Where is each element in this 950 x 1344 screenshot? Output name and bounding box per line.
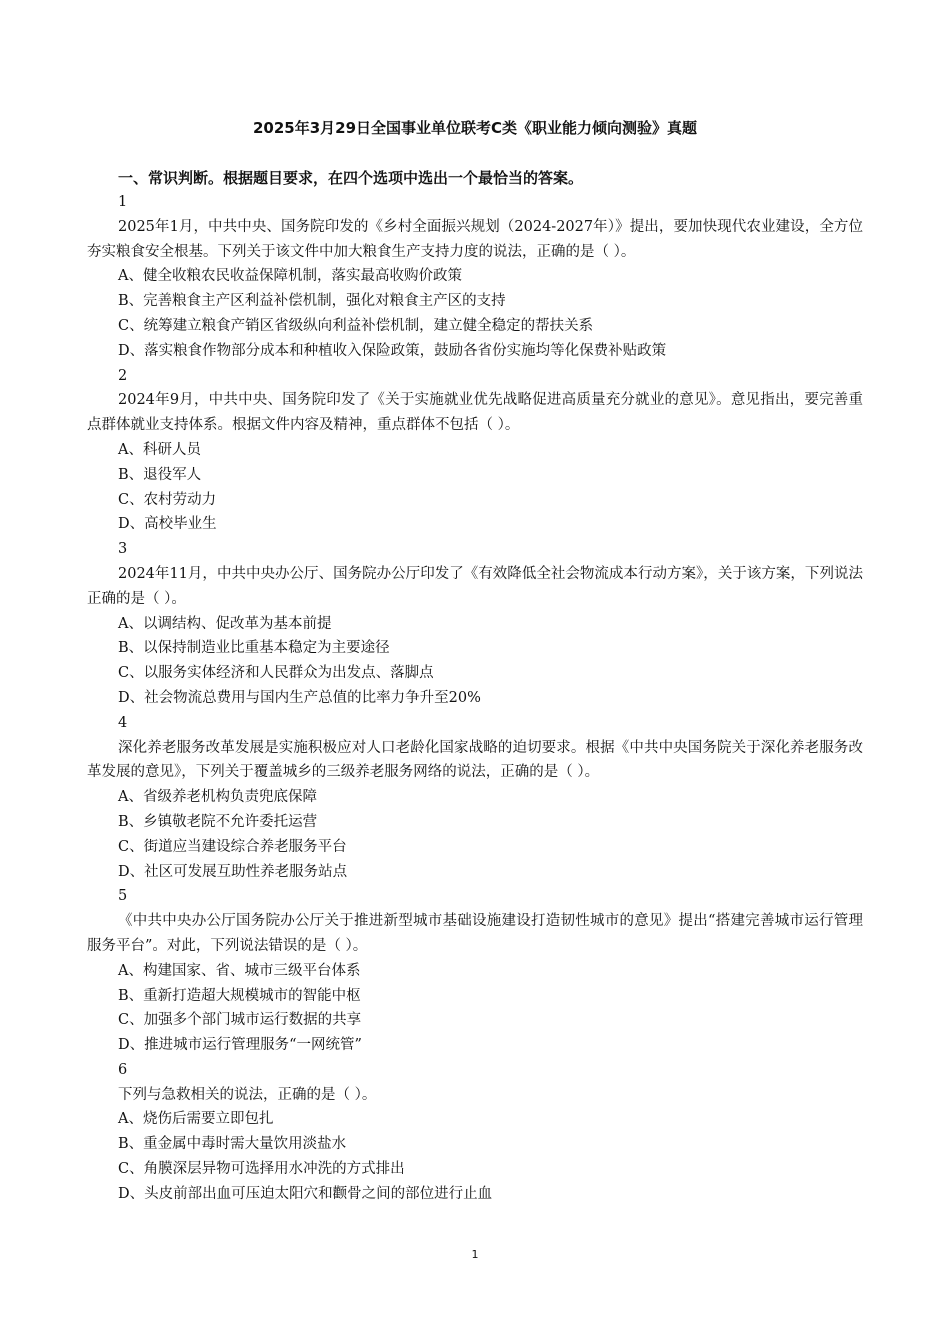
answer-option: D、落实粮食作物部分成本和种植收入保险政策，鼓励各省份实施均等化保费补贴政策 xyxy=(118,342,667,359)
answer-option: C、街道应当建设综合养老服务平台 xyxy=(118,838,347,855)
answer-option: B、完善粮食主产区利益补偿机制，强化对粮食主产区的支持 xyxy=(118,293,506,310)
question-number: 4 xyxy=(118,714,128,731)
section-heading: 一、常识判断。根据题目要求，在四个选项中选出一个最恰当的答案。 xyxy=(118,169,584,187)
document-title: 2025年3月29日全国事业单位联考C类《职业能力倾向测验》真题 xyxy=(252,119,698,137)
answer-option: D、推进城市运行管理服务“一网统管” xyxy=(118,1037,362,1054)
question-number: 6 xyxy=(118,1061,128,1078)
answer-option: D、头皮前部出血可压迫太阳穴和颧骨之间的部位进行止血 xyxy=(118,1185,493,1202)
question-list xyxy=(87,190,863,1207)
page-number: 1 xyxy=(471,1248,479,1261)
answer-option: C、统筹建立粮食产销区省级纵向利益补偿机制，建立健全稳定的帮扶关系 xyxy=(118,317,594,334)
question-stem: 深化养老服务改革发展是实施积极应对人口老龄化国家战略的迫切要求。根据《中共中央国务院关于深化养老服务改革发展的意见》，下列关于覆盖城乡的三级养老服务网络的说法，正确的是（ ）。 xyxy=(87,739,863,781)
question-stem: 2025年1月，中共中央、国务院印发的《乡村全面振兴规划（2024-2027年）》提出，要加快现代农业建设，全方位夯实粮食安全根基。下列关于该文件中加大粮食生产支持力度的说法，正确的是（ ）。 xyxy=(87,218,863,260)
question-number: 2 xyxy=(118,367,128,384)
answer-option: C、角膜深层异物可选择用水冲洗的方式排出 xyxy=(118,1161,405,1178)
question-number: 3 xyxy=(118,541,128,558)
question-stem: 2024年11月，中共中央办公厅、国务院办公厅印发了《有效降低全社会物流成本行动方案》，关于该方案，下列说法正确的是（ ）。 xyxy=(87,565,863,607)
answer-option: D、社区可发展互助性养老服务站点 xyxy=(118,863,348,880)
answer-option: A、以调结构、促改革为基本前提 xyxy=(118,615,332,632)
question-number: 5 xyxy=(118,888,128,905)
answer-option: A、烧伤后需要立即包扎 xyxy=(118,1111,274,1128)
question-stem: 《中共中央办公厅国务院办公厅关于推进新型城市基础设施建设打造韧性城市的意见》提出“搭建完善城市运行管理服务平台”。对此，下列说法错误的是（ ）。 xyxy=(87,913,863,954)
question-number: 1 xyxy=(118,194,128,210)
answer-option: A、健全收粮农民收益保障机制，落实最高收购价政策 xyxy=(118,268,462,285)
answer-option: B、重新打造超大规模城市的智能中枢 xyxy=(118,987,361,1004)
answer-option: B、乡镇敬老院不允许委托运营 xyxy=(118,813,318,830)
answer-option: D、社会物流总费用与国内生产总值的比率力争升至20% xyxy=(118,689,481,706)
answer-option: B、以保持制造业比重基本稳定为主要途径 xyxy=(118,640,390,657)
answer-option: C、以服务实体经济和人民群众为出发点、落脚点 xyxy=(118,665,434,682)
question-stem: 下列与急救相关的说法，正确的是（ ）。 xyxy=(118,1086,377,1103)
question-stem: 2024年9月，中共中央、国务院印发了《关于实施就业优先战略促进高质量充分就业的意见》。意见指出，要完善重点群体就业支持体系。根据文件内容及精神，重点群体不包括（ ）。 xyxy=(87,392,863,434)
answer-option: B、重金属中毒时需大量饮用淡盐水 xyxy=(118,1136,347,1153)
answer-option: A、省级养老机构负责兜底保障 xyxy=(118,789,317,806)
answer-option: A、科研人员 xyxy=(118,441,201,458)
answer-option: A、构建国家、省、城市三级平台体系 xyxy=(118,962,361,979)
answer-option: D、高校毕业生 xyxy=(118,516,217,533)
answer-option: C、农村劳动力 xyxy=(118,491,217,508)
answer-option: C、加强多个部门城市运行数据的共享 xyxy=(118,1012,362,1029)
answer-option: B、退役军人 xyxy=(118,466,202,483)
